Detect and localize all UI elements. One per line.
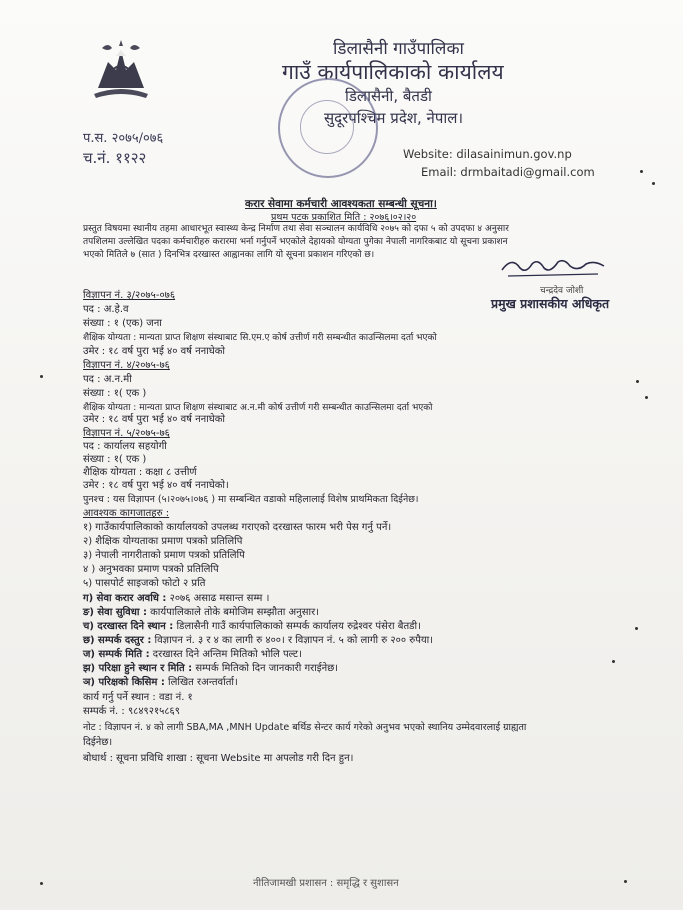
- ad-1-post: पद : अ.हे.व: [83, 304, 129, 315]
- docs-heading: आवश्यक कागजातहरु :: [83, 508, 170, 519]
- ad-1-qualification: शैक्षिक योग्यता : मान्यता प्राप्त शिक्षण संस्थाबाट सि.एम.ए कोर्ष उत्तीर्ण गरी सम्बन्धीत काउन्सिलमा दर्ता भएको: [83, 333, 437, 343]
- contact-number: सम्पर्क नं. : ९८४९२१५८६९: [83, 706, 180, 717]
- scan-speck: [645, 396, 648, 399]
- ad-3-post: पद : कार्यालय सहयोगी: [83, 441, 167, 452]
- footer-motto: नीतिजामखी प्रशासन : समृद्धि र सुशासन: [253, 878, 399, 889]
- term-label: ग) सेवा करार अवधि :: [83, 593, 167, 604]
- term-text: २०७६ असाढ मसान्त सम्म ।: [166, 593, 270, 604]
- ad-1-age: उमेर : १८ वर्ष पुरा भई ४० वर्ष ननाघेको: [83, 346, 225, 357]
- ad-2-count: संख्या : १( एक ): [83, 388, 147, 399]
- term-label: ङ) सेवा सुविधा :: [83, 607, 147, 618]
- term-text: विज्ञापन नं. ३ र ४ का लागी रु ४००। र विज्ञापन नं. ५ को लागी रु २०० रुपैया।: [151, 635, 434, 646]
- office-seal-stamp: [278, 78, 378, 178]
- scan-speck: [624, 880, 627, 883]
- doc-item: ५) पासपोर्ट साइजको फोटो २ प्रति: [83, 578, 206, 589]
- scan-speck: [40, 882, 43, 885]
- priority-note: पुनश्च : यस विज्ञापन (५।२०७५।०७६ ) मा सम्बन्धित वडाको महिलालाई विशेष प्राथमिकता दिईनेछ।: [83, 494, 419, 505]
- office-location: डिलासैनी, बैतडी: [345, 87, 432, 105]
- doc-item: २) शैक्षिक योग्यताका प्रमाण पत्रको प्रतिलिपि: [83, 536, 243, 547]
- doc-item: १) गाउँकार्यपालिकाको कार्यालयको उपलब्ध गराएको दरखास्त फारम भरी पेस गर्नु पर्ने।: [83, 522, 392, 533]
- seal-inner-ring: [300, 100, 354, 154]
- ad-2-age: उमेर : १८ वर्ष पुरा भई ४० वर्ष ननाघेको: [83, 414, 225, 425]
- doc-item: ३) नेपाली नागरीताको प्रमाण पत्रको प्रतिलिपि: [83, 550, 245, 561]
- term-text: कार्यपालिकाले तोके बमोजिम सम्झौता अनुसार।: [146, 607, 319, 618]
- ps-number: प.स. २०७५/०७६: [83, 131, 164, 146]
- term-text: डिलासैनी गाउँ कार्यपालिकाको सम्पर्क कार्यालय रुद्रेश्वर पंसेरा बैतडी।: [173, 621, 421, 632]
- doc-item: ४ ) अनुभवका प्रमाण पत्रको प्रतिलिपि: [83, 564, 219, 575]
- scan-speck: [635, 627, 638, 630]
- note-line-2: दिईनेछ।: [83, 737, 113, 748]
- ad-2-number: विज्ञापन नं. ४/२०७५-७६: [83, 360, 170, 371]
- website-text: Website: dilasainimun.gov.np: [403, 147, 572, 161]
- ad-3-age: उमेर : १८ वर्ष पुरा भई ४० वर्ष ननाघेको।: [83, 480, 229, 491]
- scan-speck: [636, 380, 639, 383]
- term-text: सम्पर्क मितिको दिन जानकारी गराईनेछ।: [192, 663, 339, 674]
- municipality-name: डिलासैनी गाउँपालिका: [333, 39, 464, 59]
- nepal-emblem-icon: [88, 36, 154, 102]
- office-title: गाउँ कार्यपालिकाको कार्यालय: [282, 60, 504, 84]
- term-line: [83, 607, 319, 619]
- work-place: कार्य गर्नु पर्ने स्थान : वडा नं. १: [83, 692, 193, 703]
- note-line-1: नोट : विज्ञापन नं. ४ को लागी SBA,MA ,MNH Update बर्थिड सेन्टर कार्य गरेको अनुभव भएको स्थानिय उम्मेदवारलाई ग्राह्यता: [83, 722, 527, 733]
- ad-3-count: संख्या : १( एक ): [83, 454, 147, 465]
- signer-name: चन्द्रदेव जोशी: [540, 286, 584, 296]
- ad-2-post: पद : अ.न.मी: [83, 374, 132, 385]
- scan-speck: [40, 375, 43, 378]
- term-text: दरखास्त दिने अन्तिम मितिको भोलि पल्ट।: [149, 649, 302, 660]
- intro-line-2: तपशिलमा उल्लेखित पदका कर्मचारीहरु करारमा भर्ना गर्नुपर्ने भएकोले देहायको योग्यता पुगेका नेपाली नागरिकबाट यो सूचना प्रकाशन: [83, 237, 508, 247]
- term-line: [83, 593, 269, 605]
- ad-1-number: विज्ञापन नं. ३/२०७५-०७६: [83, 290, 176, 301]
- term-line: [83, 621, 421, 633]
- scan-speck: [640, 170, 643, 173]
- ad-2-qualification: शैक्षिक योग्यता : मान्यता प्राप्त शिक्षण संस्थाबाट अ.न.मी कोर्ष उत्तीर्ण गरी सम्बन्धीत काउन्सिलमा दर्ता भएको: [83, 403, 433, 413]
- email-text: Email: drmbaitadi@gmail.com: [421, 165, 595, 179]
- scan-speck: [612, 660, 615, 663]
- term-label: झ) परिक्षा हुने स्थान र मिति :: [83, 663, 193, 674]
- notice-subtitle: प्रथम पटक प्रकाशित मिति : २०७६।०२।२०: [271, 212, 417, 223]
- scan-speck: [652, 182, 655, 185]
- cc-line: बोधार्थ : सूचना प्रविधि शाखा : सूचना Website मा अपलोड गरी दिन हुन।: [83, 753, 354, 764]
- term-line: [83, 677, 238, 689]
- term-line: [83, 635, 433, 647]
- cn-number: च.नं. ११२२: [83, 149, 147, 167]
- signer-title: प्रमुख प्रशासकीय अधिकृत: [491, 296, 610, 311]
- ad-3-number: विज्ञापन नं. ५/२०७५-७६: [83, 428, 170, 439]
- intro-line-3: भएको मितिले ७ (सात ) दिनभित्र दरखास्त आह्वानका लागि यो सूचना प्रकाशन गरिएको छ।: [83, 250, 375, 260]
- term-label: छ) सम्पर्क दस्तुर :: [83, 635, 152, 646]
- term-line: [83, 663, 338, 675]
- province-country: सुदूरपश्चिम प्रदेश, नेपाल।: [324, 109, 464, 127]
- intro-line-1: प्रस्तुत विषयमा स्थानीय तहमा आधारभूत स्वास्थ्य केन्द्र निर्माण तथा सेवा सञ्चालन कार्यविधि २०७५ को दफा ५ को उपदफा ४ अनुसार: [83, 224, 509, 234]
- notice-title: करार सेवामा कर्मचारी आवश्यकता सम्बन्धी सूचना।: [245, 198, 437, 210]
- term-line: [83, 649, 302, 661]
- term-label: ञ) परिक्षको किसिम :: [83, 677, 165, 688]
- signature-icon: [498, 252, 608, 280]
- term-label: च) दरखास्त दिने स्थान :: [83, 621, 174, 632]
- ad-1-count: संख्या : १ (एक) जना: [83, 318, 162, 329]
- ad-3-qualification: शैक्षिक योग्यता : कक्षा ८ उत्तीर्ण: [83, 467, 197, 478]
- term-text: लिखित रअन्तर्वार्ता।: [164, 677, 238, 688]
- term-label: ज) सम्पर्क मिति :: [83, 649, 150, 660]
